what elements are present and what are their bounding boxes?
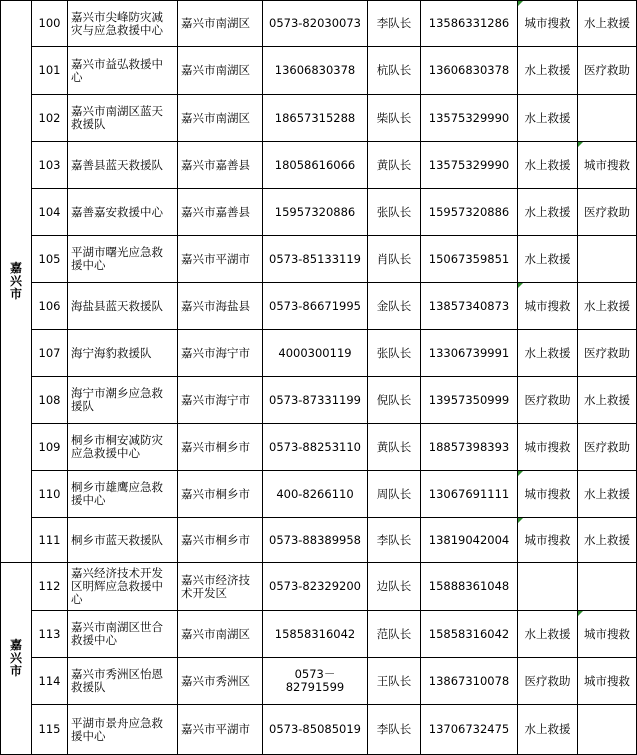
table-row: [1, 518, 637, 563]
team-phone: 0573-82329200: [263, 563, 368, 611]
team-area: 嘉兴市嘉善县: [178, 189, 263, 236]
table-row: [1, 1, 637, 47]
capability-tag-1: 水上救援: [518, 330, 578, 377]
team-captain: 边队长: [368, 563, 421, 611]
table-row: [1, 283, 637, 330]
capability-tag-1: 水上救援: [518, 611, 578, 658]
row-number: 102: [32, 95, 68, 142]
team-name: 嘉兴市南湖区世合救援中心: [68, 611, 178, 658]
team-captain: 范队长: [368, 611, 421, 658]
captain-mobile: 15888361048: [421, 563, 518, 611]
team-name: 海宁海豹救援队: [68, 330, 178, 377]
team-area: 嘉兴市南湖区: [178, 95, 263, 142]
capability-tag-2: 城市搜救: [578, 142, 637, 189]
team-area: 嘉兴市南湖区: [178, 611, 263, 658]
capability-tag-1: [518, 563, 578, 611]
captain-mobile: 13867310078: [421, 658, 518, 705]
capability-tag-2: [578, 705, 637, 755]
team-captain: 王队长: [368, 658, 421, 705]
table-row: [1, 705, 637, 755]
row-number: 104: [32, 189, 68, 236]
team-captain: 李队长: [368, 1, 421, 47]
team-captain: 黄队长: [368, 142, 421, 189]
city-label-text: 嘉兴市: [9, 638, 22, 678]
row-number: 112: [32, 563, 68, 611]
capability-tag-2: 水上救援: [578, 1, 637, 47]
row-number: 107: [32, 330, 68, 377]
captain-mobile: 15957320886: [421, 189, 518, 236]
city-label-text: 嘉兴市: [9, 261, 22, 301]
captain-mobile: 13819042004: [421, 518, 518, 563]
capability-tag-1: 水上救援: [518, 95, 578, 142]
table-row: [1, 471, 637, 518]
team-captain: 李队长: [368, 518, 421, 563]
team-area: 嘉兴市桐乡市: [178, 424, 263, 471]
team-name: 平湖市曙光应急救援中心: [68, 236, 178, 283]
table-row: [1, 95, 637, 142]
team-name: 桐乡市蓝天救援队: [68, 518, 178, 563]
captain-mobile: 15067359851: [421, 236, 518, 283]
team-captain: 金队长: [368, 283, 421, 330]
captain-mobile: 15858316042: [421, 611, 518, 658]
team-area: 嘉兴市秀洲区: [178, 658, 263, 705]
team-name: 平湖市景舟应急救援中心: [68, 705, 178, 755]
table-row: [1, 189, 637, 236]
team-captain: 柴队长: [368, 95, 421, 142]
team-area: 嘉兴市海宁市: [178, 330, 263, 377]
table-row: [1, 330, 637, 377]
capability-tag-2: [578, 563, 637, 611]
captain-mobile: 13606830378: [421, 47, 518, 95]
team-name: 嘉兴市南湖区蓝天救援队: [68, 95, 178, 142]
team-phone: 18058616066: [263, 142, 368, 189]
team-phone: 15957320886: [263, 189, 368, 236]
capability-tag-1: 水上救援: [518, 189, 578, 236]
team-area: 嘉兴市南湖区: [178, 47, 263, 95]
table-row: [1, 563, 637, 611]
team-captain: 肖队长: [368, 236, 421, 283]
capability-tag-2: 城市搜救: [578, 611, 637, 658]
capability-tag-2: 水上救援: [578, 471, 637, 518]
row-number: 106: [32, 283, 68, 330]
team-phone: 0573-86671995: [263, 283, 368, 330]
team-phone: 18657315288: [263, 95, 368, 142]
team-name: 海盐县蓝天救援队: [68, 283, 178, 330]
capability-tag-2: [578, 95, 637, 142]
team-captain: 周队长: [368, 471, 421, 518]
table-row: [1, 236, 637, 283]
table-row: [1, 611, 637, 658]
capability-tag-1: 城市搜救: [518, 471, 578, 518]
captain-mobile: 13067691111: [421, 471, 518, 518]
team-captain: 张队长: [368, 330, 421, 377]
table-row: [1, 47, 637, 95]
team-phone: 0573－82791599: [263, 658, 368, 705]
capability-tag-1: 医疗救助: [518, 377, 578, 424]
row-number: 113: [32, 611, 68, 658]
capability-tag-1: 医疗救助: [518, 658, 578, 705]
team-phone: 0573-82030073: [263, 1, 368, 47]
team-name: 嘉兴经济技术开发区明辉应急救援中心: [68, 563, 178, 611]
city-label: [1, 563, 32, 755]
team-phone: 0573-85085019: [263, 705, 368, 755]
team-area: 嘉兴市海盐县: [178, 283, 263, 330]
team-area: 嘉兴市嘉善县: [178, 142, 263, 189]
capability-tag-2: 水上救援: [578, 283, 637, 330]
team-name: 嘉兴市益弘救援中心: [68, 47, 178, 95]
team-area: 嘉兴市南湖区: [178, 1, 263, 47]
team-area: 嘉兴市平湖市: [178, 705, 263, 755]
team-name: 嘉善嘉安救援中心: [68, 189, 178, 236]
team-name: 嘉兴市秀洲区怡恩救援队: [68, 658, 178, 705]
capability-tag-1: 城市搜救: [518, 518, 578, 563]
row-number: 101: [32, 47, 68, 95]
team-phone: 0573-88389958: [263, 518, 368, 563]
city-label: [1, 1, 32, 563]
team-name: 嘉善县蓝天救援队: [68, 142, 178, 189]
captain-mobile: 13306739991: [421, 330, 518, 377]
team-name: 桐乡市桐安减防灾应急救援中心: [68, 424, 178, 471]
table-row: [1, 658, 637, 705]
team-phone: 0573-85133119: [263, 236, 368, 283]
row-number: 114: [32, 658, 68, 705]
team-area: 嘉兴市海宁市: [178, 377, 263, 424]
captain-mobile: 13857340873: [421, 283, 518, 330]
row-number: 110: [32, 471, 68, 518]
capability-tag-2: 医疗救助: [578, 189, 637, 236]
team-phone: 400-8266110: [263, 471, 368, 518]
team-phone: 0573-88253110: [263, 424, 368, 471]
capability-tag-1: 水上救援: [518, 705, 578, 755]
team-name: 海宁市潮乡应急救援队: [68, 377, 178, 424]
row-number: 103: [32, 142, 68, 189]
team-phone: 0573-87331199: [263, 377, 368, 424]
row-number: 105: [32, 236, 68, 283]
row-number: 109: [32, 424, 68, 471]
capability-tag-1: 城市搜救: [518, 283, 578, 330]
capability-tag-2: 水上救援: [578, 377, 637, 424]
team-area: 嘉兴市桐乡市: [178, 471, 263, 518]
row-number: 115: [32, 705, 68, 755]
team-area: 嘉兴市平湖市: [178, 236, 263, 283]
row-number: 108: [32, 377, 68, 424]
team-name: 桐乡市雄鹰应急救援中心: [68, 471, 178, 518]
team-captain: 张队长: [368, 189, 421, 236]
capability-tag-2: 城市搜救: [578, 658, 637, 705]
team-area: 嘉兴市桐乡市: [178, 518, 263, 563]
team-phone: 13606830378: [263, 47, 368, 95]
table-row: [1, 377, 637, 424]
captain-mobile: 18857398393: [421, 424, 518, 471]
capability-tag-2: [578, 236, 637, 283]
team-captain: 黄队长: [368, 424, 421, 471]
captain-mobile: 13706732475: [421, 705, 518, 755]
team-area: 嘉兴市经济技术开发区: [178, 563, 263, 611]
capability-tag-1: 水上救援: [518, 236, 578, 283]
capability-tag-2: 水上救援: [578, 518, 637, 563]
capability-tag-2: 医疗救助: [578, 330, 637, 377]
team-captain: 李队长: [368, 705, 421, 755]
row-number: 111: [32, 518, 68, 563]
capability-tag-1: 城市搜救: [518, 1, 578, 47]
captain-mobile: 13575329990: [421, 95, 518, 142]
capability-tag-1: 城市搜救: [518, 424, 578, 471]
team-captain: 杭队长: [368, 47, 421, 95]
captain-mobile: 13586331286: [421, 1, 518, 47]
row-number: 100: [32, 1, 68, 47]
table-row: [1, 424, 637, 471]
captain-mobile: 13957350999: [421, 377, 518, 424]
team-phone: 15858316042: [263, 611, 368, 658]
team-name: 嘉兴市尖峰防灾减灾与应急救援中心: [68, 1, 178, 47]
team-captain: 倪队长: [368, 377, 421, 424]
capability-tag-1: 水上救援: [518, 47, 578, 95]
capability-tag-2: 医疗救助: [578, 424, 637, 471]
captain-mobile: 13575329990: [421, 142, 518, 189]
team-phone: 4000300119: [263, 330, 368, 377]
capability-tag-1: 水上救援: [518, 142, 578, 189]
table-row: [1, 142, 637, 189]
capability-tag-2: 医疗救助: [578, 47, 637, 95]
